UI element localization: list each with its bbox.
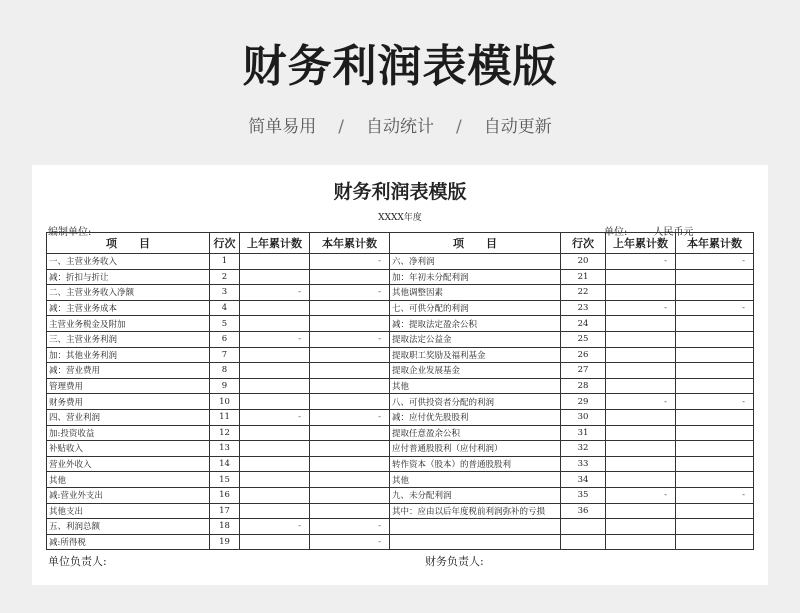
feature-auto-update: 自动更新 (483, 117, 552, 137)
cell-item: 减：营业费用 (47, 363, 210, 379)
cell-prev-year: - (240, 409, 310, 425)
cell-prev-year: - (606, 394, 676, 410)
table-row (47, 503, 754, 519)
feature-easy: 简单易用 (248, 117, 317, 137)
cell-prev-year (240, 363, 310, 379)
cell-line-no: 10 (210, 394, 240, 410)
hero-features (0, 112, 800, 137)
cell-prev-year (606, 363, 676, 379)
cell-line-no: 26 (561, 347, 606, 363)
cell-prev-year (606, 378, 676, 394)
table-row (47, 285, 754, 301)
cell-curr-year (310, 503, 390, 519)
table-row (47, 425, 754, 441)
cell-item: 其他支出 (47, 503, 210, 519)
cell-line-no: 16 (210, 487, 240, 503)
cell-item: 转作资本（股本）的普通股股利 (390, 456, 561, 472)
cell-curr-year: - (310, 409, 390, 425)
cell-curr-year (310, 378, 390, 394)
cell-prev-year (240, 347, 310, 363)
cell-item: 二、主营业务收入净额 (47, 285, 210, 301)
cell-curr-year (676, 534, 754, 550)
cell-prev-year (606, 503, 676, 519)
cell-prev-year (606, 269, 676, 285)
cell-prev-year (606, 347, 676, 363)
income-statement-table (46, 232, 754, 550)
cell-curr-year (676, 456, 754, 472)
cell-item: 管理费用 (47, 378, 210, 394)
cell-line-no: 23 (561, 300, 606, 316)
cell-item: 提取任意盈余公积 (390, 425, 561, 441)
header-curr-year: 本年累计数 (676, 233, 754, 254)
cell-curr-year (310, 363, 390, 379)
header-item: 项 目 (390, 233, 561, 254)
cell-item: 减：折扣与折让 (47, 269, 210, 285)
cell-curr-year (676, 441, 754, 457)
cell-curr-year: - (310, 254, 390, 270)
cell-curr-year (310, 300, 390, 316)
cell-line-no: 1 (210, 254, 240, 270)
cell-line-no: 28 (561, 378, 606, 394)
cell-line-no: 19 (210, 534, 240, 550)
cell-item: 六、净利润 (390, 254, 561, 270)
cell-curr-year (676, 269, 754, 285)
cell-line-no: 21 (561, 269, 606, 285)
header-prev-year: 上年累计数 (240, 233, 310, 254)
cell-prev-year: - (606, 300, 676, 316)
table-row (47, 409, 754, 425)
cell-item: 减：主营业务成本 (47, 300, 210, 316)
signature-finance-head: 财务负责人: (425, 555, 484, 568)
compiling-unit-label: 编制单位: (48, 227, 92, 238)
cell-curr-year: - (310, 519, 390, 535)
header-item: 项 目 (47, 233, 210, 254)
cell-line-no: 11 (210, 409, 240, 425)
table-row (47, 300, 754, 316)
cell-line-no: 14 (210, 456, 240, 472)
cell-line-no: 6 (210, 331, 240, 347)
document-year: XXXX年度 (378, 213, 422, 223)
cell-item: 九、未分配利润 (390, 487, 561, 503)
signature-unit-head: 单位负责人: (48, 555, 107, 568)
table-row (47, 347, 754, 363)
cell-prev-year (606, 472, 676, 488)
cell-curr-year (310, 456, 390, 472)
cell-line-no: 5 (210, 316, 240, 332)
cell-item: 财务费用 (47, 394, 210, 410)
cell-line-no: 24 (561, 316, 606, 332)
cell-item: 减：提取法定盈余公积 (390, 316, 561, 332)
cell-prev-year (606, 456, 676, 472)
cell-item: 补贴收入 (47, 441, 210, 457)
table-row (47, 363, 754, 379)
cell-item: 加：其他业务利润 (47, 347, 210, 363)
cell-item (390, 534, 561, 550)
currency-label: 单位: (604, 227, 628, 238)
cell-curr-year: - (310, 285, 390, 301)
cell-curr-year (676, 331, 754, 347)
cell-prev-year (240, 378, 310, 394)
cell-curr-year (676, 363, 754, 379)
cell-line-no: 33 (561, 456, 606, 472)
cell-prev-year (606, 519, 676, 535)
cell-item: 七、可供分配的利润 (390, 300, 561, 316)
cell-prev-year (606, 331, 676, 347)
table-row (47, 519, 754, 535)
cell-curr-year (310, 269, 390, 285)
cell-curr-year: - (676, 394, 754, 410)
cell-item: 其他调整因素 (390, 285, 561, 301)
cell-line-no: 20 (561, 254, 606, 270)
cell-item: 其中：应由以后年度税前利润弥补的亏损 (390, 503, 561, 519)
cell-prev-year (240, 254, 310, 270)
table-row (47, 487, 754, 503)
cell-item (390, 519, 561, 535)
document-title: 财务利润表模版 (333, 181, 467, 203)
cell-line-no (561, 519, 606, 535)
cell-curr-year (676, 347, 754, 363)
table-header-row (47, 233, 754, 254)
spreadsheet-preview (32, 165, 768, 585)
cell-item: 减:营业外支出 (47, 487, 210, 503)
cell-item: 五、利润总额 (47, 519, 210, 535)
cell-prev-year (240, 487, 310, 503)
table-row (47, 534, 754, 550)
table-row (47, 331, 754, 347)
cell-line-no: 8 (210, 363, 240, 379)
cell-line-no: 25 (561, 331, 606, 347)
cell-item: 其他 (47, 472, 210, 488)
table-row (47, 456, 754, 472)
cell-item: 其他 (390, 472, 561, 488)
cell-item: 四、营业利润 (47, 409, 210, 425)
table-row (47, 254, 754, 270)
cell-prev-year (240, 472, 310, 488)
cell-item: 减:所得税 (47, 534, 210, 550)
cell-curr-year (310, 347, 390, 363)
cell-line-no: 2 (210, 269, 240, 285)
cell-item: 其他 (390, 378, 561, 394)
cell-curr-year (310, 316, 390, 332)
cell-line-no: 30 (561, 409, 606, 425)
cell-item: 三、主营业务利润 (47, 331, 210, 347)
cell-line-no: 36 (561, 503, 606, 519)
header-line-no: 行次 (210, 233, 240, 254)
table-row (47, 269, 754, 285)
cell-prev-year (240, 394, 310, 410)
feature-separator: / (338, 117, 344, 137)
cell-line-no: 35 (561, 487, 606, 503)
cell-curr-year (676, 519, 754, 535)
cell-prev-year (240, 300, 310, 316)
cell-prev-year: - (240, 519, 310, 535)
cell-line-no: 15 (210, 472, 240, 488)
cell-prev-year (240, 269, 310, 285)
cell-curr-year (310, 394, 390, 410)
cell-line-no: 4 (210, 300, 240, 316)
cell-line-no: 9 (210, 378, 240, 394)
cell-curr-year (676, 472, 754, 488)
cell-curr-year: - (676, 487, 754, 503)
cell-line-no: 18 (210, 519, 240, 535)
currency-value: 人民币元 (653, 227, 694, 238)
cell-item: 加：年初未分配利润 (390, 269, 561, 285)
cell-prev-year (240, 456, 310, 472)
cell-curr-year (676, 503, 754, 519)
cell-curr-year (676, 285, 754, 301)
cell-item: 八、可供投资者分配的利润 (390, 394, 561, 410)
cell-line-no: 31 (561, 425, 606, 441)
cell-item: 提取法定公益金 (390, 331, 561, 347)
cell-curr-year: - (310, 331, 390, 347)
table-row (47, 394, 754, 410)
table-row (47, 472, 754, 488)
cell-line-no: 22 (561, 285, 606, 301)
feature-separator: / (456, 117, 462, 137)
table-row (47, 316, 754, 332)
cell-item: 营业外收入 (47, 456, 210, 472)
cell-curr-year (676, 378, 754, 394)
header-prev-year: 上年累计数 (606, 233, 676, 254)
cell-item: 提取职工奖励及福利基金 (390, 347, 561, 363)
cell-line-no: 34 (561, 472, 606, 488)
cell-prev-year (606, 441, 676, 457)
header-line-no: 行次 (561, 233, 606, 254)
cell-curr-year: - (310, 534, 390, 550)
cell-prev-year (240, 534, 310, 550)
cell-item: 减：应付优先股股利 (390, 409, 561, 425)
cell-prev-year (240, 441, 310, 457)
cell-prev-year (240, 316, 310, 332)
cell-item: 提取企业发展基金 (390, 363, 561, 379)
cell-line-no (561, 534, 606, 550)
cell-curr-year (310, 487, 390, 503)
cell-prev-year: - (606, 254, 676, 270)
table-row (47, 378, 754, 394)
cell-line-no: 13 (210, 441, 240, 457)
cell-prev-year (606, 409, 676, 425)
hero-title: 财务利润表模版 (242, 41, 558, 92)
cell-prev-year (240, 503, 310, 519)
cell-curr-year (676, 409, 754, 425)
feature-auto-stat: 自动统计 (366, 117, 434, 137)
cell-prev-year (240, 425, 310, 441)
cell-item: 一、主营业务收入 (47, 254, 210, 270)
cell-prev-year: - (606, 487, 676, 503)
cell-curr-year (676, 316, 754, 332)
cell-item: 加:投资收益 (47, 425, 210, 441)
cell-line-no: 27 (561, 363, 606, 379)
cell-prev-year (606, 285, 676, 301)
header-curr-year: 本年累计数 (310, 233, 390, 254)
cell-prev-year (606, 534, 676, 550)
cell-curr-year (310, 441, 390, 457)
cell-line-no: 29 (561, 394, 606, 410)
cell-line-no: 3 (210, 285, 240, 301)
cell-prev-year: - (240, 331, 310, 347)
cell-line-no: 12 (210, 425, 240, 441)
cell-curr-year (310, 425, 390, 441)
cell-curr-year: - (676, 254, 754, 270)
cell-line-no: 17 (210, 503, 240, 519)
cell-prev-year (606, 316, 676, 332)
cell-line-no: 7 (210, 347, 240, 363)
cell-curr-year (676, 425, 754, 441)
cell-curr-year (310, 472, 390, 488)
cell-item: 主营业务税金及附加 (47, 316, 210, 332)
cell-prev-year: - (240, 285, 310, 301)
cell-item: 应付普通股股利（应付利润） (390, 441, 561, 457)
table-row (47, 441, 754, 457)
cell-curr-year: - (676, 300, 754, 316)
cell-line-no: 32 (561, 441, 606, 457)
cell-prev-year (606, 425, 676, 441)
